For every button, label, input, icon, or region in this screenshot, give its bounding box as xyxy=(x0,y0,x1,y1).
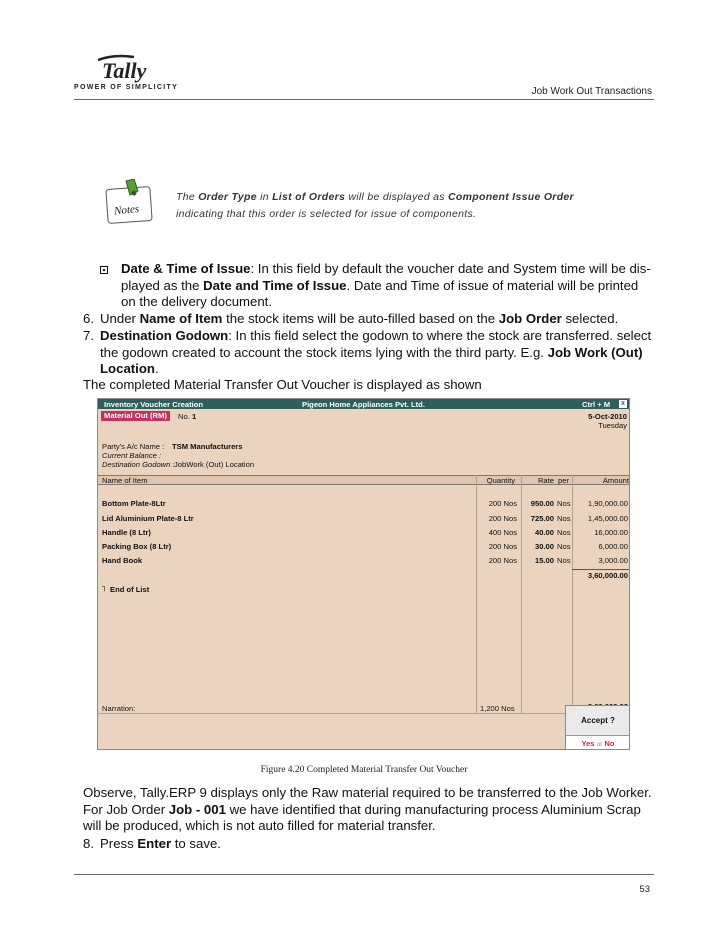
bullet-marker xyxy=(100,266,108,274)
completed-voucher-line: The completed Material Transfer Out Voucher is displayed as shown xyxy=(83,377,482,392)
notes-icon-label: Notes xyxy=(113,202,140,218)
item-qty: 200 Nos xyxy=(488,499,517,508)
voucher-no-label: No. xyxy=(178,412,190,421)
column-divider xyxy=(572,475,573,713)
voucher-date: 5-Oct-2010 xyxy=(588,412,627,421)
col-quantity: Quantity xyxy=(486,476,515,485)
item-rate: 950.00 xyxy=(530,499,554,508)
logo-tagline: POWER OF SIMPLICITY xyxy=(74,84,179,91)
accept-dialog xyxy=(565,705,630,750)
voucher-day: Tuesday xyxy=(598,421,627,430)
page-number: 53 xyxy=(639,884,650,895)
figure-caption: Figure 4.20 Completed Material Transfer Out Voucher xyxy=(260,765,468,775)
section-title: Job Work Out Transactions xyxy=(531,86,652,97)
company-name: Pigeon Home Appliances Pvt. Ltd. xyxy=(302,400,425,409)
total-divider xyxy=(572,569,630,570)
item-per: Nos xyxy=(557,514,571,523)
item-per: Nos xyxy=(557,528,571,537)
no-button[interactable]: No xyxy=(604,739,615,748)
item-qty: 200 Nos xyxy=(488,542,517,551)
item-amount: 1,90,000.00 xyxy=(587,499,628,508)
step-6-number: 6. xyxy=(83,311,94,326)
item-qty: 200 Nos xyxy=(488,514,517,523)
destination-godown-field[interactable]: JobWork (Out) Location xyxy=(174,460,255,469)
logo-word: Tally xyxy=(102,58,147,83)
header-divider xyxy=(74,99,654,100)
bullet-paragraph: Date & Time of Issue: In this field by default the voucher date and System time will be dis- played as the Date and Time of Issue. Date and Time of issue of material will be printed on the delivery document. xyxy=(121,261,651,309)
voucher-screenshot xyxy=(97,398,630,750)
tally-logo-mark xyxy=(94,54,164,84)
current-balance-label: Current Balance : xyxy=(102,451,162,460)
narration-divider xyxy=(98,713,629,714)
notes-icon xyxy=(104,179,156,225)
total-quantity: 1,200 Nos xyxy=(480,704,515,713)
accept-options xyxy=(566,739,630,748)
item-rate: 30.00 xyxy=(534,542,554,551)
or-label: or xyxy=(596,741,603,748)
item-per: Nos xyxy=(557,556,571,565)
voucher-type-badge: Material Out (RM) xyxy=(101,411,170,421)
item-amount: 6,000.00 xyxy=(598,542,628,551)
item-name: Hand Book xyxy=(102,556,143,565)
item-amount: 1,45,000.00 xyxy=(587,514,628,523)
item-amount: 3,000.00 xyxy=(598,556,628,565)
close-icon[interactable]: x xyxy=(619,400,627,408)
item-amount: 16,000.00 xyxy=(594,528,628,537)
step-6-text: Under Name of Item the stock items will be auto-filled based on the Job Order selected. xyxy=(100,311,619,326)
column-divider xyxy=(521,475,522,713)
step-7-number: 7. xyxy=(83,328,94,343)
narration-label: Narration: xyxy=(102,704,136,713)
item-rate: 725.00 xyxy=(530,514,554,523)
item-qty: 400 Nos xyxy=(488,528,517,537)
voucher-screen-title: Inventory Voucher Creation xyxy=(104,400,204,409)
end-of-list[interactable]: End of List xyxy=(110,585,150,594)
item-name: Lid Aluminium Plate-8 Ltr xyxy=(102,514,194,523)
notes-text: The Order Type in List of Orders will be displayed as Component Issue Order indicating that this order is selected for issue of components. xyxy=(176,191,574,220)
items-header-row xyxy=(98,475,629,485)
col-per: per xyxy=(558,476,569,485)
item-rate: 40.00 xyxy=(534,528,554,537)
shortcut-label: Ctrl + M xyxy=(582,400,611,409)
item-per: Nos xyxy=(557,542,571,551)
accept-prompt: Accept ? xyxy=(566,706,630,736)
end-of-list-marker: ┐ xyxy=(102,582,108,591)
yes-button[interactable]: Yes xyxy=(581,739,595,748)
voucher-titlebar xyxy=(98,399,629,409)
party-label: Party's A/c Name : xyxy=(102,442,165,451)
item-name: Handle (8 Ltr) xyxy=(102,528,151,537)
items-total: 3,60,000.00 xyxy=(587,571,628,580)
item-qty: 200 Nos xyxy=(488,556,517,565)
voucher-no-value: 1 xyxy=(192,412,197,421)
col-rate: Rate xyxy=(537,476,554,485)
destination-godown-label: Destination Godown : xyxy=(102,460,175,469)
step-7-text: Destination Godown: In this field select the godown to where the stock are transferred. select the godown created to account the stock items lying with the third party. E.g. Job Work (Out) Location. xyxy=(100,328,652,376)
step-8-text: Press Enter to save. xyxy=(100,836,221,851)
item-per: Nos xyxy=(557,499,571,508)
item-name: Packing Box (8 Ltr) xyxy=(102,542,172,551)
col-amount: Amount xyxy=(602,476,629,485)
party-name-field[interactable]: TSM Manufacturers xyxy=(172,442,243,451)
observe-paragraph: Observe, Tally.ERP 9 displays only the Raw material required to be transferred to the Job Worker. For Job Order Job - 001 we have identified that during manufacturing process Aluminium Scrap will be produced, which is not auto filled for material transfer. xyxy=(83,785,652,833)
col-name-of-item: Name of Item xyxy=(102,476,148,485)
step-8-number: 8. xyxy=(83,836,94,851)
item-rate: 15.00 xyxy=(534,556,554,565)
footer-divider xyxy=(74,874,654,875)
column-divider xyxy=(476,475,477,713)
item-name: Bottom Plate-8Ltr xyxy=(102,499,166,508)
